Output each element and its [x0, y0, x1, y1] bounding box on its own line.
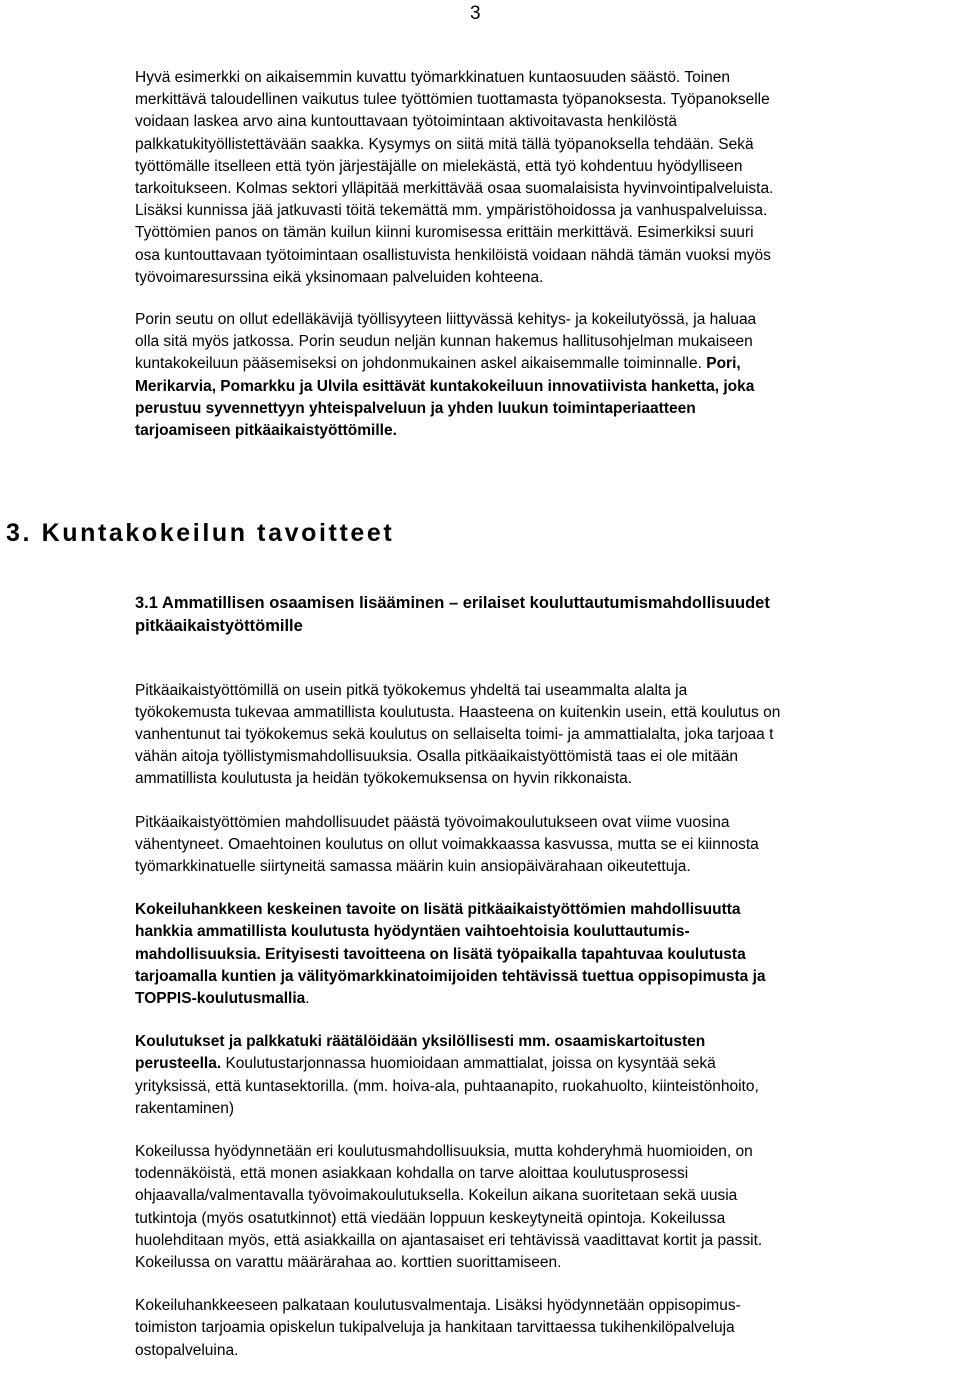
section-heading: 3. Kuntakokeilun tavoitteet — [6, 519, 395, 547]
body-section — [135, 664, 957, 1377]
intro-section — [135, 67, 955, 442]
body-paragraph-4 — [135, 1031, 957, 1120]
subsection-heading: 3.1 Ammatillisen osaamisen lisääminen – erilaiset kouluttautumismahdollisuudet pitkäaikaistyöttömille — [135, 594, 770, 635]
intro-paragraph-1: Hyvä esimerkki on aikaisemmin kuvattu työmarkkinatuen kuntaosuuden säästö. Toinen merkittävä taloudellinen vaikutus tulee työttömien tuottamasta työpanoksesta. Työpanokselle voidaan laskea arvo aina kuntouttavaan työtoimintaan aktivoitavasta henkilöstä palkkatukityöllistettävään saakka. Kysymys on siitä mitä tällä työpanoksella tehdään. Sekä työttömälle itselleen että työn järjestäjälle on mielekästä, että työ kohdentuu hyödylliseen tarkoitukseen. Kolmas sektori ylläpitää merkittävää osaa suomalaisista hyvinvointipalveluista. Lisäksi kunnissa jää jatkuvasti töitä tekemättä mm. ympäristöhoidossa ja vanhuspalveluissa. Työttömien panos on tämän kuilun kiinni kuromisessa erittäin merkittävä. Esimerkiksi suuri osa kuntouttavaan työtoimintaan osallistuvista henkilöistä voidaan nähdä tämän vuoksi myös työvoimaresurssina eikä yksinomaan palveluiden kohteena. — [135, 69, 774, 286]
intro-paragraph-2-text: Porin seutu on ollut edelläkävijä työllisyyteen liittyvässä kehitys- ja kokeilutyössä, ja haluaa olla sitä myös jatkossa. Porin seudun neljän kunnan hakemus hallitusohjelman mukaiseen kuntakokeiluun pääsemiseksi on johdonmukainen askel aikaisemmalle toiminnalle. — [135, 311, 757, 373]
body-paragraph-1: Pitkäaikaistyöttömillä on usein pitkä työkokemus yhdeltä tai useammalta alalta ja työkokemusta tukevaa ammatillista koulutusta. Haasteena on kuitenkin usein, että koulutus on vanhentunut tai työkokemus sekä koulutus on sellaiselta toimi- ja ammattialalta, joka tarjoaa t vähän aitoja työllistymismahdollisuuksia. Osalla pitkäaikaistyöttömistä taas ei ole mitään ammatillista koulutusta ja heidän työkokemuksensa on hyvin rikkonaista. — [135, 681, 781, 788]
intro-paragraph-2-bold: Pori, Merikarvia, Pomarkku ja Ulvila esittävät kuntakokeiluun innovatiivista hanketta, joka perustuu syvennettyyn yhteispalveluun ja yhden luukun toimintaperiaatteen tarjoamiseen pitkäaikaistyöttömille. — [135, 355, 755, 440]
body-paragraph-4-bold: Koulutukset ja palkkatuki räätälöidään yksilöllisesti mm. osaamiskartoitusten perusteella. — [135, 1033, 706, 1073]
body-paragraph-3-tail: . — [305, 989, 310, 1007]
body-paragraph-5: Kokeilussa hyödynnetään eri koulutusmahdollisuuksia, mutta kohderyhmä huomioiden, on todennäköistä, että monen asiakkaan kohdalla on tarve aloittaa koulutusprosessi ohjaavalla/valmentavalla työvoimakoulutuksella. Kokeilun aikana suoritetaan sekä uusia tutkintoja (myös osatutkinnot) että viedään loppuun keskeytyneitä opintoja. Kokeilussa huolehditaan myös, että asiakkailla on ajantasaiset eri tehtävissä vaadittavat kortit ja passit. Kokeilussa on varattu määrärahaa ao. korttien suorittamiseen. — [135, 1142, 763, 1271]
body-paragraph-4-text: Koulutustarjonnassa huomioidaan ammattialat, joissa on kysyntää sekä yrityksissä, että kuntasektorilla. (mm. hoiva-ala, puhtaanapito, ruokahuolto, kiinteistönhoito, rakentaminen) — [135, 1055, 759, 1117]
intro-paragraph-2 — [135, 309, 955, 442]
body-paragraph-2: Pitkäaikaistyöttömien mahdollisuudet päästä työvoimakoulutukseen ovat viime vuosina vähentyneet. Omaehtoinen koulutus on ollut voimakkaassa kasvussa, mutta se ei kiinnosta työmarkkinatuelle siirtyneitä samassa määrin kuin ansiopäivärahaan oikeutettuja. — [135, 813, 759, 875]
body-paragraph-3 — [135, 899, 957, 1010]
body-paragraph-6: Kokeiluhankkeeseen palkataan koulutusvalmentaja. Lisäksi hyödynnetään oppisopimus- toimiston tarjoamia opiskelun tukipalveluja ja hankitaan tarvittaessa tukihenkilöpalveluja ostopalveluina. — [135, 1297, 741, 1359]
body-paragraph-3-bold: Kokeiluhankkeen keskeinen tavoite on lisätä pitkäaikaistyöttömien mahdollisuutta hankkia ammatillista koulutusta hyödyntäen vaihtoehtoisia kouluttautumis- mahdollisuuksia. Erityisesti tavoitteena on lisätä työpaikalla tapahtuvaa koulutusta tarjoamalla kuntien ja välityömarkkinatoimijoiden tehtävissä tuettua oppisopimusta ja TOPPIS-koulutusmallia — [135, 901, 766, 1007]
page-number: 3 — [470, 3, 481, 24]
